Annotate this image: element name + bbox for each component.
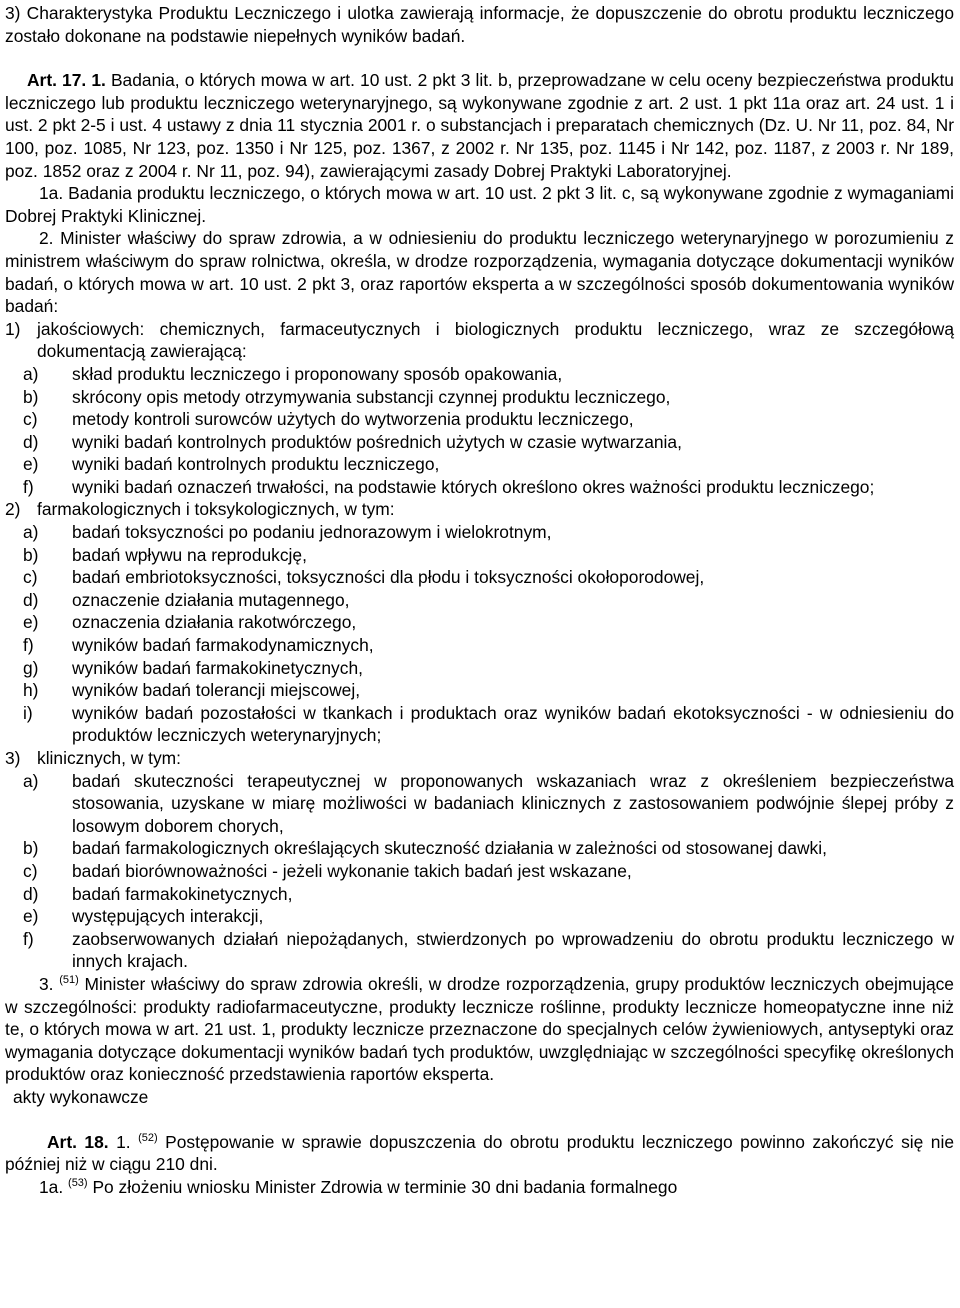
sub-item-label: f) [23, 476, 34, 497]
sub-item [5, 611, 954, 634]
sub-item-label: e) [23, 906, 39, 927]
sub-item-text: badań wpływu na reprodukcję, [72, 544, 307, 565]
sub-item-text: oznaczenie działania mutagennego, [72, 589, 350, 610]
sub-item-label: d) [23, 589, 39, 610]
art17-heading: Art. 17. 1. [27, 70, 106, 91]
sub-item-text: badań skuteczności terapeutycznej w proponowanych wskazaniach wraz z określeniem bezpieczeństwa stosowania, uzyskane w miarę możliwości w badaniach klinicznych z zastosowaniem podwójnie ślepej próby z losowym doborem chorych, [72, 770, 954, 836]
enum-label: 3) [5, 748, 21, 768]
paragraph-intro: 3) Charakterystyka Produktu Leczniczego i ulotka zawierają informacje, że dopuszczenie do obrotu produktu leczniczego zostało dokonane na podstawie niepełnych wyników badań. [5, 3, 954, 46]
sub-item [5, 363, 954, 386]
sub-item-text: skrócony opis metody otrzymywania substancji czynnej produktu leczniczego, [72, 386, 671, 407]
footnote-ref-52: (52) [138, 1131, 158, 1144]
footnote-ref-51: (51) [59, 973, 79, 986]
sub-item-label: b) [23, 544, 39, 565]
enum-item-g3 [5, 747, 954, 770]
sub-item-label: c) [23, 860, 38, 881]
sub-item [5, 770, 954, 838]
art17-enumeration [5, 318, 954, 973]
sub-item [5, 837, 954, 860]
spacer [5, 47, 954, 69]
sub-item-text: wyniki badań oznaczeń trwałości, na podstawie których określono okres ważności produktu leczniczego; [72, 476, 875, 497]
sub-item-text: zaobserwowanych działań niepożądanych, stwierdzonych po wprowadzeniu do obrotu produktu leczniczego w innych krajach. [72, 928, 954, 972]
art18-section-1-number: 1. [116, 1131, 131, 1152]
art17-section-3-text: Minister właściwy do spraw zdrowia określi, w drodze rozporządzenia, grupy produktów leczniczych obejmujące w szczególności: produkty radiofarmaceutyczne, produkty lecznicze roślinne, produkty lecznicze homeopatyczne inne niż te, o których mowa w art. 21 ust. 1, produkty lecznicze przeznaczone do specjalnych celów żywieniowych, antyseptyki oraz wymagania dotyczące dokumentacji wyników badań tych produktów, uwzględniając w szczególności specyfikę określonych produktów oraz konieczność przedstawienia raportów eksperta. [5, 973, 954, 1085]
sub-item-label: d) [23, 431, 39, 452]
sub-item-text: badań farmakokinetycznych, [72, 883, 293, 904]
enum-text: jakościowych: chemicznych, farmaceutycznych i biologicznych produktu leczniczego, wraz ze szczegółową dokumentacją zawierającą: [37, 318, 954, 362]
enum-label: 2) [5, 499, 21, 520]
enum-text: farmakologicznych i toksykologicznych, w tym: [37, 499, 395, 520]
sub-item-text: wyników badań farmakodynamicznych, [72, 635, 374, 656]
sub-item [5, 702, 954, 747]
sub-item-text: wyniki badań kontrolnych produktów pośrednich użytych w czasie wytwarzania, [72, 431, 682, 452]
sub-item [5, 431, 954, 454]
note-implementing-acts: akty wykonawcze [13, 1086, 149, 1107]
enum-text: klinicznych, w tym: [37, 748, 181, 768]
sub-item-text: wyników badań tolerancji miejscowej, [72, 680, 361, 701]
art17-section-1a: 1a. Badania produktu leczniczego, o których mowa w art. 10 ust. 2 pkt 3 lit. c, są wykonywane zgodnie z wymaganiami Dobrej Praktyki Klinicznej. [5, 183, 954, 226]
sub-item [5, 589, 954, 612]
sub-item [5, 521, 954, 544]
sub-item [5, 476, 954, 499]
sub-item-text: metody kontroli surowców użytych do wytworzenia produktu leczniczego, [72, 409, 634, 430]
sub-item-text: skład produktu leczniczego i proponowany sposób opakowania, [72, 363, 563, 384]
art17-section-1-text: Badania, o których mowa w art. 10 ust. 2 pkt 3 lit. b, przeprowadzane w celu oceny bezpieczeństwa produktu leczniczego lub produktu leczniczego weterynaryjnego, są wykonywane zgodnie z art. 2 ust. 1 pkt 11a oraz art. 24 ust. 1 i ust. 2 pkt 2-5 i ust. 4 ustawy z dnia 11 stycznia 2001 r. o substancjach i preparatach chemicznych (Dz. U. Nr 11, poz. 84, Nr 100, poz. 1085, Nr 123, poz. 1350 i Nr 125, poz. 1367, z 2002 r. Nr 135, poz. 1145 i Nr 142, poz. 1187, z 2003 r. Nr 189, poz. 1852 oraz z 2004 r. Nr 11, poz. 94), zawierającymi zasady Dobrej Praktyki Laboratoryjnej. [5, 70, 954, 181]
sub-item [5, 679, 954, 702]
sub-item [5, 408, 954, 431]
art18-section-1a-number: 1a. [39, 1176, 64, 1197]
spacer [5, 1109, 954, 1131]
sub-item-text: wyniki badań kontrolnych produktu leczniczego, [72, 454, 440, 475]
art17-section-1 [5, 69, 954, 182]
sub-item [5, 928, 954, 973]
sub-item [5, 386, 954, 409]
art18-section-1a-text: Po złożeniu wniosku Minister Zdrowia w terminie 30 dni badania formalnego [92, 1176, 678, 1197]
art18-section-1 [5, 1131, 954, 1176]
sub-item-text: badań toksyczności po podaniu jednorazowym i wielokrotnym, [72, 522, 552, 543]
sub-item-label: a) [23, 770, 39, 791]
sub-item-label: f) [23, 635, 34, 656]
enum-label: 1) [5, 318, 21, 339]
sub-item [5, 905, 954, 928]
sub-item-label: g) [23, 657, 39, 678]
sub-item-label: b) [23, 386, 39, 407]
art17-section-3-number: 3. [39, 973, 54, 994]
sub-item-label: c) [23, 409, 38, 430]
sub-item-text: badań biorównoważności - jeżeli wykonanie takich badań jest wskazane, [72, 860, 632, 881]
sub-item [5, 634, 954, 657]
sub-item-text: wyników badań farmakokinetycznych, [72, 657, 363, 678]
sub-item-label: a) [23, 363, 39, 384]
sub-item-text: oznaczenia działania rakotwórczego, [72, 612, 357, 633]
sub-item [5, 566, 954, 589]
sub-item-label: e) [23, 454, 39, 475]
art18-section-1-text: Postępowanie w sprawie dopuszczenia do obrotu produktu leczniczego powinno zakończyć się nie później niż w ciągu 210 dni. [5, 1131, 955, 1175]
art18-section-1a [5, 1176, 954, 1199]
sub-item-label: e) [23, 612, 39, 633]
sub-item-text: badań embriotoksyczności, toksyczności dla płodu i toksyczności okołoporodowej, [72, 567, 705, 588]
sub-item-label: i) [23, 702, 33, 723]
enum-item-g2 [5, 498, 954, 521]
sub-item-label: c) [23, 567, 38, 588]
sub-item [5, 657, 954, 680]
art17-section-3 [5, 973, 954, 1086]
sub-item-label: f) [23, 928, 34, 949]
sub-item-label: b) [23, 838, 39, 859]
sub-item-label: h) [23, 680, 39, 701]
sub-item [5, 883, 954, 906]
sub-item-text: występujących interakcji, [72, 906, 264, 927]
sub-item-text: badań farmakologicznych określających skuteczność działania w zależności od stosowanej dawki, [72, 838, 827, 859]
sub-item [5, 544, 954, 567]
sub-item [5, 860, 954, 883]
art17-section-2: 2. Minister właściwy do spraw zdrowia, a w odniesieniu do produktu leczniczego weterynaryjnego w porozumieniu z ministrem właściwym do spraw rolnictwa, określa, w drodze rozporządzenia, wymagania dotyczące dokumentacji wyników badań, o których mowa w art. 10 ust. 2 pkt 3, oraz raportów eksperta a w szczególności sposób dokumentowania wyników badań: [5, 228, 954, 317]
enum-item-g1 [5, 318, 954, 363]
sub-item [5, 453, 954, 476]
sub-item-text: wyników badań pozostałości w tkankach i produktach oraz wyników badań ekotoksyczności - w odniesieniu do produktów leczniczych weterynaryjnych; [72, 702, 954, 746]
art18-heading: Art. 18. [47, 1131, 109, 1152]
sub-item-label: d) [23, 883, 39, 904]
footnote-ref-53: (53) [68, 1176, 88, 1189]
sub-item-label: a) [23, 522, 39, 543]
